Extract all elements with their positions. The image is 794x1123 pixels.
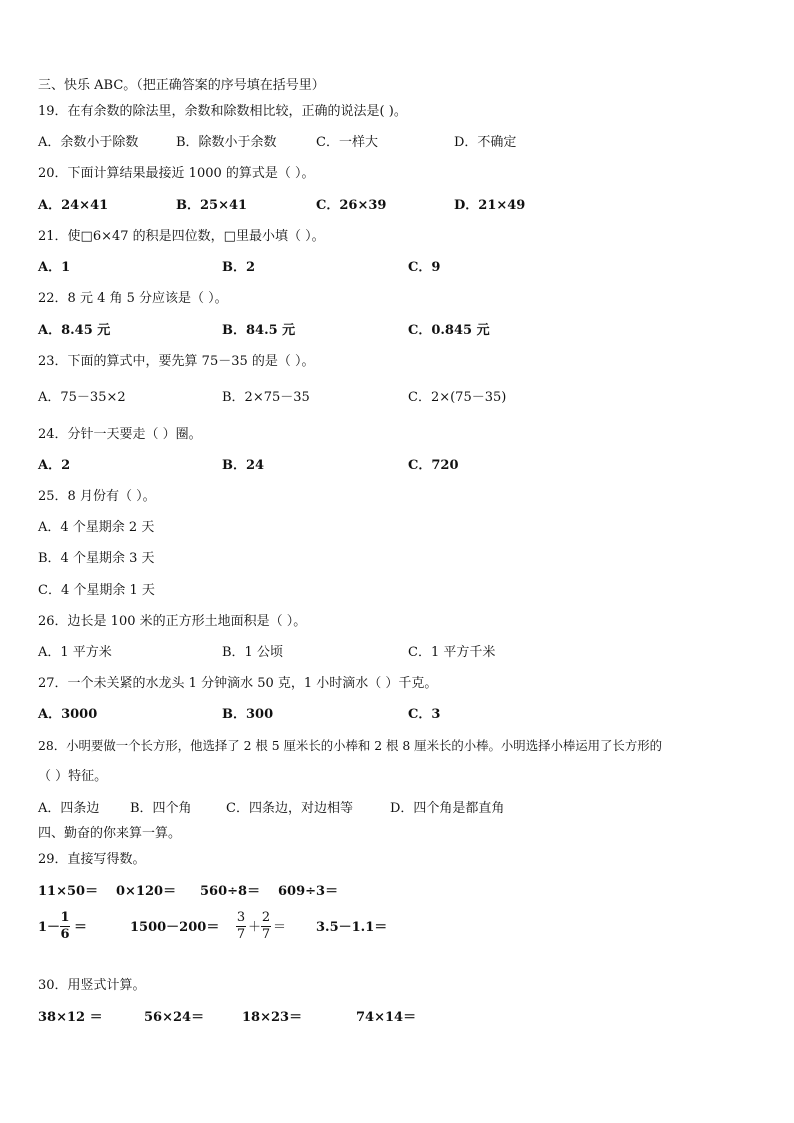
fraction-denominator: 6 [60,927,70,942]
question-30-item-1: 38×12 ＝ [38,1010,103,1025]
question-23-option-b: B．2×75－35 [222,390,310,405]
section-three-title: 三、快乐 ABC。（把正确答案的序号填在括号里） [38,78,325,93]
question-27-option-a: A．3000 [38,707,98,722]
fraction-three-sevenths [236,911,246,942]
question-23-option-c: C．2×(75－35) [408,390,507,405]
question-28-option-c: C．四条边，对边相等 [226,801,353,816]
question-28-option-b: B．四个角 [130,801,192,816]
question-27-option-b: B．300 [222,707,274,722]
question-29-item-6: 1500－200＝ [130,920,220,935]
question-19-stem: 19．在有余数的除法里，余数和除数相比较，正确的说法是( )。 [38,104,407,119]
fraction-denominator: 7 [236,927,246,942]
question-22-option-b: B．84.5 元 [222,323,296,338]
question-28-option-d: D．四个角是都直角 [390,801,505,816]
question-29-stem: 29．直接写得数。 [38,852,146,867]
question-28-stem-line-2: （ ）特征。 [38,769,108,784]
question-29-item-8: 3.5－1.1＝ [316,920,388,935]
question-22-option-a: A．8.45 元 [38,323,111,338]
question-20-option-a: A．24×41 [38,198,109,213]
question-28-stem-line-1: 28．小明要做一个长方形，他选择了 2 根 5 厘米长的小棒和 2 根 8 厘米长的小棒。小明选择小棒运用了长方形的 [38,738,662,753]
question-26-stem: 26．边长是 100 米的正方形土地面积是（ ）。 [38,614,307,629]
question-27-stem: 27．一个未关紧的水龙头 1 分钟滴水 50 克，1 小时滴水（ ）千克。 [38,676,438,691]
question-29-item-2: 0×120＝ [116,884,177,899]
question-27-option-c: C．3 [408,707,441,722]
question-29-item-3: 560÷8＝ [200,884,261,899]
question-25-stem: 25．8 月份有（ ）。 [38,489,156,504]
question-28-option-a: A．四条边 [38,801,100,816]
fraction-numerator: 1 [60,910,70,925]
question-25-option-b: B．4 个星期余 3 天 [38,551,155,566]
question-19-option-a: A．余数小于除数 [38,135,139,150]
question-22-stem: 22．8 元 4 角 5 分应该是（ ）。 [38,291,228,306]
question-20-option-d: D．21×49 [454,198,526,213]
fraction-numerator: 3 [236,910,246,925]
question-29-item-4: 609÷3＝ [278,884,339,899]
question-24-option-a: A．2 [38,458,71,473]
question-21-option-b: B．2 [222,260,256,275]
section-four-title: 四、勤奋的你来算一算。 [38,826,182,841]
question-22-option-c: C．0.845 元 [408,323,490,338]
question-26-option-a: A．1 平方米 [38,645,112,660]
plus-sign: ＋ [248,920,262,935]
question-29-item-1: 11×50＝ [38,884,99,899]
question-29-item-5-equals: ＝ [74,920,88,935]
fraction-one-sixth [60,911,70,942]
question-19-option-d: D．不确定 [454,135,517,150]
question-20-option-c: C．26×39 [316,198,387,213]
question-29-item-7-equals: ＝ [273,920,287,935]
fraction-numerator: 2 [261,910,271,925]
fraction-denominator: 7 [261,927,271,942]
question-24-option-b: B．24 [222,458,265,473]
question-24-option-c: C．720 [408,458,459,473]
question-26-option-b: B．1 公顷 [222,645,283,660]
question-30-item-3: 18×23＝ [242,1010,303,1025]
question-19-option-c: C．一样大 [316,135,378,150]
question-21-stem: 21．使□6×47 的积是四位数，□里最小填（ ）。 [38,229,325,244]
question-30-item-2: 56×24＝ [144,1010,205,1025]
question-23-option-a: A．75－35×2 [38,390,126,405]
question-30-item-4: 74×14＝ [356,1010,417,1025]
question-25-option-a: A．4 个星期余 2 天 [38,520,155,535]
question-26-option-c: C．1 平方千米 [408,645,496,660]
question-24-stem: 24．分针一天要走（ ）圈。 [38,427,202,442]
question-19-option-b: B．除数小于余数 [176,135,277,150]
fraction-two-sevenths [261,911,271,942]
question-21-option-c: C．9 [408,260,441,275]
question-30-stem: 30．用竖式计算。 [38,978,146,993]
question-25-option-c: C．4 个星期余 1 天 [38,583,155,598]
question-29-item-5-prefix: 1－ [38,920,61,935]
question-20-option-b: B．25×41 [176,198,248,213]
question-21-option-a: A．1 [38,260,71,275]
question-23-stem: 23．下面的算式中，要先算 75－35 的是（ ）。 [38,354,315,369]
question-20-stem: 20．下面计算结果最接近 1000 的算式是（ ）。 [38,166,315,181]
